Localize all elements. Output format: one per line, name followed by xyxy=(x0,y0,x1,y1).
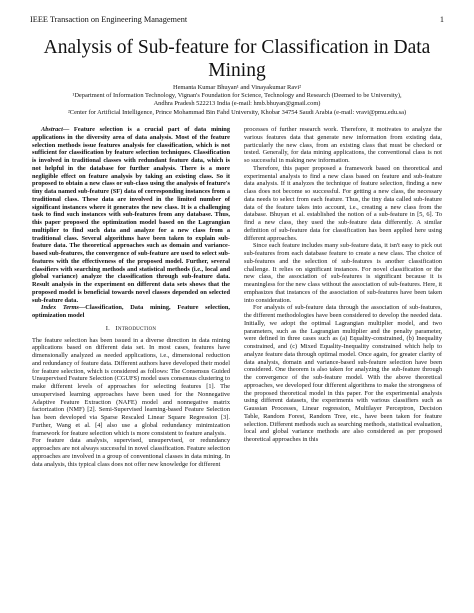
author-block xyxy=(30,84,444,117)
right-paragraph-1: processes of further research work. Therefore, it motivates to analyze the various features data that generate new information from existing data, particularly the new class, from an existing class that must be checked or tested. Generally, for data mining applications, the conventional class is not so successful in making new information. xyxy=(244,126,442,164)
right-paragraph-3: Since each feature includes many sub-feature data, it isn't easy to pick out sub-features from each database feature to create a new class. The choice of sub-features and the selection of sub-features is another classification challenge. It relies on significant instances. For novel classification or the new class, the association of sub-features is significant because it is meaningless for the new class without the association of sub-features. Here, it emphasizes that instances of the association of sub-features have been taken into consideration. xyxy=(244,242,442,304)
paper-title: Analysis of Sub-feature for Classification in Data Mining xyxy=(43,37,431,81)
index-terms xyxy=(32,304,230,320)
affiliation-1a: ¹Department of Information Technology, Vignan's Foundation for Science, Technology and Research (Deemed to be University), xyxy=(72,92,402,100)
author-names: Hemanta Kumar Bhuyan¹ and Vinayakumar Ravi² xyxy=(172,84,302,91)
affiliation-2: ²Center for Artificial Intelligence, Prince Mohammad Bin Fahd University, Khobar 34754 Saudi Arabia (e-mail: vravi@pmu.edu.sa) xyxy=(67,108,407,116)
affiliation-1b: Andhra Pradesh 522213 India (e-mail: hmb.bhuyan@gmail.com) xyxy=(153,100,321,108)
right-paragraph-4: For analysis of sub-feature data through the association of sub-features, the different methodologies have been considered to develop the needed data. Initially, we adopt the optimal Lagrangian multiplier model, and two parameters, such as the Lagrangian multiplier and the penalty parameter, were defined in three cases such as (a) Equality-constrained, (b) Inequality constrained, and (c) Mixed Equality-Inequality constrained which help to analyze feature data through optimal model. Once again, for greater clarity of data analysis, domain and variance-based sub-feature selection have been considered. One theorem is also taken for analyzing the sub-feature through the convergence of the sub-feature model. With the above theoretical approaches, we developed four different algorithms to make the strongness of the proposed theoretical model in this paper. For the experimental analysis using different datasets, the experiments with various classifiers such as Gaussian Processes, Linear regression, Multilayer Perceptron, Decision Table, Random Forest, Random Tree, etc., have been taken for feature selection. Different methods such as searching methods, statistical evaluation, local and global variance methods are also considered as per proposed theoretical approaches in this xyxy=(244,304,442,443)
right-paragraph-2: Therefore, this paper proposed a framework based on theoretical and experimental analysis to find a new class based on feature and sub-feature data analysis. If it analyzes the technique of feature selection, finding a new class does not become so successful. For getting a new class, the necessary data needs to select from each feature. Thus, the tiny data called sub-feature data of the feature takes into account, i.e., creating a new class from the database. Bhuyan et al. established the notion of a sub-feature in [5, 6]. To find a new class, they used the sub-feature data differently. A similar definition of sub-feature data for classification has been applied here using different approaches. xyxy=(244,164,442,242)
section-heading xyxy=(32,325,230,333)
intro-paragraph-2: For feature data analysis, supervised, unsupervised, or redundancy approaches are not always successful in novel classification. Feature selection approaches are involved in a group of conventional classes in data mining. In data analysis, this typical class does not offer new knowledge for different xyxy=(32,437,230,468)
index-terms-label: Index Terms xyxy=(41,304,79,312)
abstract-text: — Feature selection is a crucial part of data mining applications in the diversity area of data analysis. Most of the feature selection methods issue features analysis for classification, which is not sufficient for classification by feature selection techniques. Classification is involved in traditional classes with redundant feature data, which is not helpful in the database for further analysis. There is a more negligible effect on feature analysis by taking an existing class. So it proposed to obtain a new class or sub-class using the analysis of feature's tiny data named sub-feature (SF) data of corresponding instances from a traditional class. These data are involved in the limited number of significant instances where it generates the new class. It is a challenging task to find such instances with sub-features from any database. Thus, this paper proposed the optimization model based on the Lagrangian multiplier to find such data and analyze for a new class from a traditional class. Several algorithms have been taken to explain sub-feature data. The theoretical approaches such as domain and variance-based sub-features, the convergence of sub-feature are used to select sub-features with the effectiveness of the proposed model. Further, several classifiers with searching methods and statistical methods (i.e., local and global variance) analyze the classification through sub-feature data. Result analysis in the experiment on different data sets shows that the proposed model is beneficial towards novel classes depended on selected sub-feature data. xyxy=(32,126,230,304)
page-number: 1 xyxy=(439,15,444,24)
intro-paragraph-1: The feature selection has been issued in a diverse direction in data mining applications based on different data set. In most cases, features have dimensionally analyzed as needed applications, i.e., dimensional reduction and redundancy of feature data. Different authors have developed their model for feature selection, which is considered as follows: The Consensus Guided Unsupervised Feature Selection (CGUFS) model uses consensus clustering to make different levels of approaches for selecting features [1]. The unsupervised learning approaches have been used for the Nonnegative Adaptive Feature Extraction (NAFE) model and nonnegative matrix factorization (NMF) [2]. Semi-Supervised learning-based Feature Selection has been developed via Sparse Rescaled Linear Square Regression [3]. Further, Wang et al. [4] also use a global redundancy minimization framework for feature selection which is more consistent to feature analysis. xyxy=(32,336,230,437)
section-title: Introduction xyxy=(115,324,157,332)
abstract xyxy=(32,126,230,304)
section-numeral: I. xyxy=(105,324,110,332)
journal-name: IEEE Transaction on Engineering Management xyxy=(30,15,188,24)
index-terms-text: —Classification, Data mining, Feature selection, optimization model xyxy=(32,304,230,319)
right-column xyxy=(244,126,442,444)
running-header xyxy=(30,14,444,26)
abstract-label: Abstract xyxy=(41,126,63,133)
left-column xyxy=(32,126,230,468)
